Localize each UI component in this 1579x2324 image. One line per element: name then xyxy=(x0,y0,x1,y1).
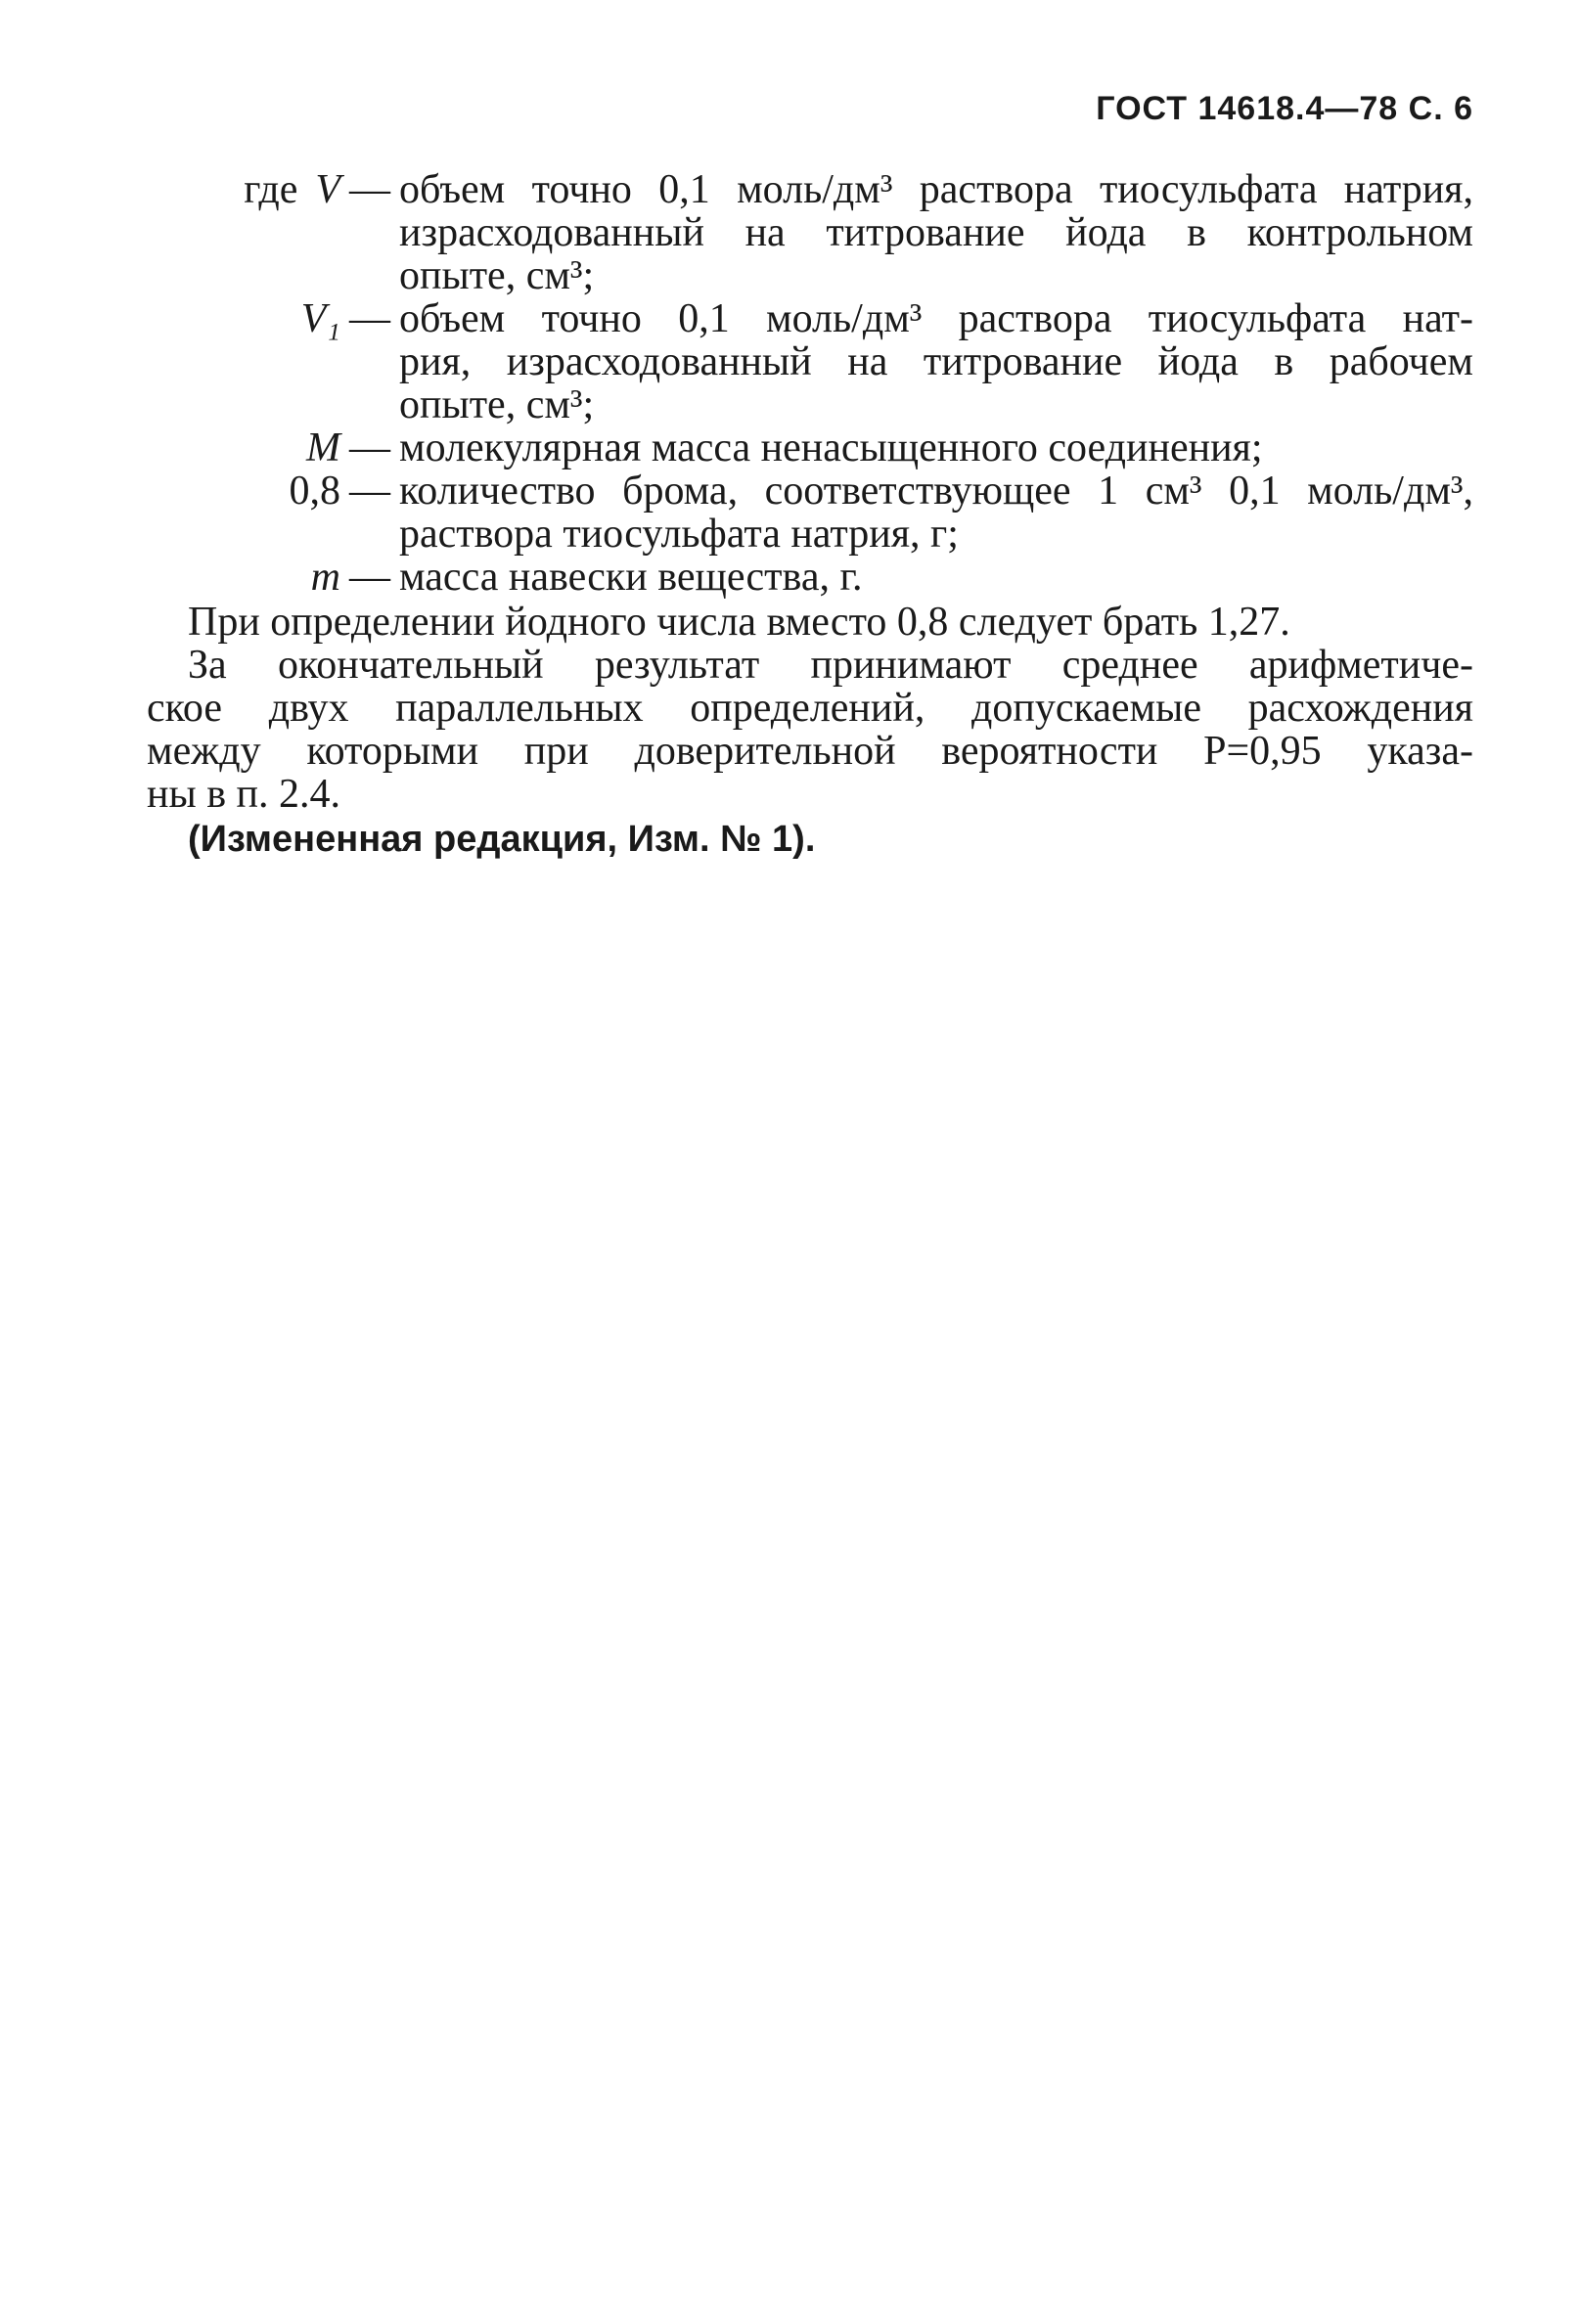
result-paragraph xyxy=(147,644,1473,816)
page-header: ГОСТ 14618.4—78 С. 6 xyxy=(1096,90,1473,127)
definition-symbol: V xyxy=(315,167,340,212)
definition-symbol: m xyxy=(310,555,340,600)
definition-line: объем точно 0,1 моль/дм³ раствора тиосульфата натрия, xyxy=(399,167,1473,212)
definition-symbol: M xyxy=(306,425,340,470)
paragraph-line: ны в п. 2.4. xyxy=(147,772,341,817)
definition-text xyxy=(399,297,1473,426)
definition-text xyxy=(399,168,1473,297)
definition-text xyxy=(399,426,1473,469)
definition-line: опыте, см³; xyxy=(399,382,595,427)
paragraph-line: между которыми при доверительной вероятности Р=0,95 указа- xyxy=(147,729,1473,774)
definition-line: масса навески вещества, г. xyxy=(399,555,863,600)
definition-line: раствора тиосульфата натрия, г; xyxy=(399,512,959,557)
definition-prefix: где xyxy=(244,167,298,212)
definition-line: опыте, см³; xyxy=(399,253,595,298)
definition-line: молекулярная масса ненасыщенного соединения; xyxy=(399,425,1263,470)
definition-dash: — xyxy=(349,469,390,514)
definition-symbol: V₁ xyxy=(300,296,340,341)
definition-dash: — xyxy=(349,555,390,600)
definition-m-molar xyxy=(147,426,1473,469)
definition-line: израсходованный на титрование йода в контрольном xyxy=(399,210,1473,255)
definition-line: объем точно 0,1 моль/дм³ раствора тиосульфата нат- xyxy=(399,296,1473,341)
paragraph-line: ское двух параллельных определений, допускаемые расхождения xyxy=(147,686,1473,731)
definition-v1 xyxy=(147,297,1473,426)
iodine-note-paragraph xyxy=(147,601,1473,644)
paragraph-line: При определении йодного числа вместо 0,8 следует брать 1,27. xyxy=(188,600,1290,645)
definition-text xyxy=(399,556,1473,599)
definition-text xyxy=(399,469,1473,556)
definition-m-mass xyxy=(147,556,1473,599)
variable-definitions xyxy=(147,168,1473,599)
edition-text: (Измененная редакция, Изм. № 1). xyxy=(188,819,816,860)
paragraph-line: За окончательный результат принимают среднее арифметиче- xyxy=(188,643,1473,688)
definition-dash: — xyxy=(349,296,390,341)
definition-dash: — xyxy=(349,425,390,470)
definition-symbol: 0,8 xyxy=(289,469,340,514)
edition-note xyxy=(147,818,1473,861)
definition-v xyxy=(147,168,1473,297)
definition-line: рия, израсходованный на титрование йода в рабочем xyxy=(399,339,1473,384)
definition-bromine xyxy=(147,469,1473,556)
definition-line: количество брома, соответствующее 1 см³ 0,1 моль/дм³, xyxy=(399,469,1473,514)
definition-dash: — xyxy=(349,167,390,212)
